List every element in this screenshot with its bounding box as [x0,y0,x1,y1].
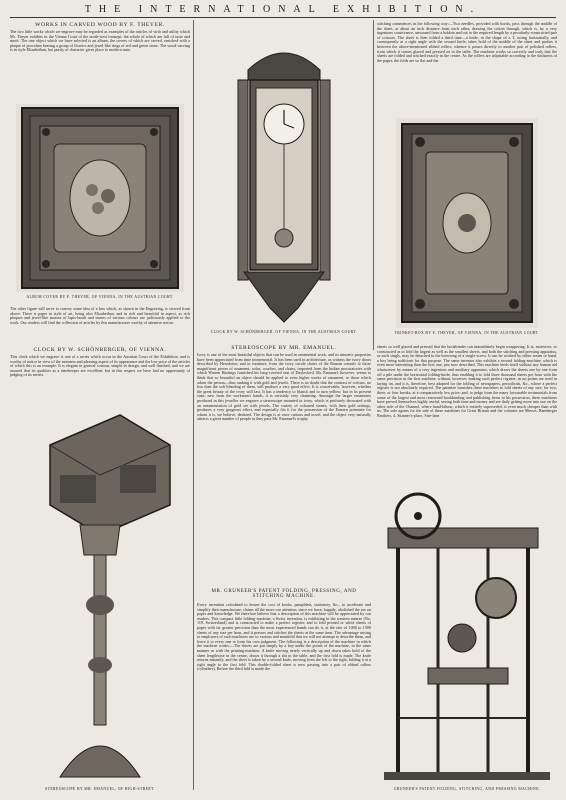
masthead-rule [10,17,556,18]
article-machine-continued: stitching commences in the following way:—Two needles, provided with hooks, pass through the middle of the sheet, at about an inch distance from each other, drawing the cotton through, which is, by a very ingenious contrivance, unwound from a bobbin and cut to the required length by a peculiarly-constructed pair of scissors. The sheet is then folded a third time—a knife, in the shape of a T, acting horizontally, and consequently at a right angle with the second knife, takes hold of the middle of the sheet and pushes it between the above-mentioned ribbed rollers, whence it passes directly to another pair of polished rollers, from which it comes glazed and pressed on to the table. The machine works so correctly and truly that the sheets are folded and stitched exactly in the centre. As the rollers are adjustable according to the thickness of the paper, the folds are so flat and the [377,22,557,63]
caption-trinket-box: TRINKET-BOX BY F. THEYER, OF VIENNA, IN THE AUSTRIAN COURT. [394,331,540,335]
stereoscope-engraving [20,405,180,785]
heading-gruneer-machine: MR. GRUNEER'S PATENT FOLDING, PRESSING, AND STITCHING MACHINE. [211,589,357,599]
trinket-box-engraving [396,118,538,328]
clock-engraving [228,40,340,325]
article-stereoscope: Ivory is one of the most beautiful objects that can be used in ornamental work, and its mimetic properties have been appreciated from time immemorial. It has been used in architecture, as witness the ivory doors described by Herodotus; and in furniture, from the ivory curule chairs of the Roman consuls to those magnificent pieces of ornament, sofas, couches, and chairs, imported from the Indian procuratories with which Warren Hastings furnished his long-coveted seat of Daylesford. Mr. Emanuel, however, seems to think that so beautiful an object should be applied to even higher works of ornament, to those which adorn the person—thus ranking it with gold and jewels. There is no doubt that the contrast of colours, no less than the soft blending of them, will produce a very good effect. It is conceivable, however, whether the great beauty of the ivory will last. It has a tendency to blanch and to turn yellow; but in its present state, new from the workman's hands, it is certainly very charming. Amongst the larger ornaments produced in this jeweller we engrave a stereoscope mounted in ivory, which is profusely decorated with an ornamentation of gold set with jewels. The variety of coloured stones, with their gold settings, produces a very gorgeous effect, and especially fits it for the possession of the Eastern potentate for whom it is, we believe, destined. The design is at once curious and novel, and the object very naturally attracts a great number of people as they pass Mr. Emanuel's trophy. [197,353,371,422]
album-cover-engraving [16,104,184,292]
caption-album-cover: ALBUM COVER BY F. THEYER, OF VIENNA, IN THE AUSTRIAN COURT. [26,295,174,299]
heading-clock-schonberger: CLOCK BY W. SCHÖNBERGER, OF VIENNA. [33,347,167,353]
column-divider-left [193,20,194,790]
caption-stereoscope: STEREOSCOPE BY MR. EMANUEL, OF HIGH-STREET. [45,787,155,791]
article-carved-wood-box: The other figure will serve to convey some idea of a box which, as shown in the Engraving, is viewed from above. There is paper in style of art, being also Elizabethan, and in rich and beautiful in aspect, as rich plaques and jewel-like masses of lapis-lazuli and stones of various colours are judiciously applied to the work. Our readers will find the collection of articles by this manufacturer worthy of attentive notice. [10,307,190,325]
article-carved-wood-intro: The two little works which we engrave may be regarded as examples of the articles of virtù and utility which Mr. Theyer exhibits in the Vienna Court of the north-west transept, the whole of which are full of taste and merit. The one object which we have selected is an album, the covers of which are carved, enriched with a plaque of porcelain bearing a group of flowers and jewel-like rings of red and green stone. The wood-carving is in style Elizabethan, but purity of character gives place to modern taste. [10,30,190,53]
masthead: THE INTERNATIONAL EXHIBITION. [84,4,482,15]
column-divider-right [373,20,374,350]
article-gruneer-machine: Every invention calculated to lessen the cost of books, pamphlets, stationery, &c., to accelerate and simplify their manufacture, claims all the more our attention, since we have, happily, abolished the tax on paper and knowledge. We therefore believe that a description of this machine will be appreciated by our readers. This compact little folding-machine, a Swiss invention, is exhibiting in the western annexe (No. 119, Switzerland) and is constructed to make a perfect register, and to fold printed or white sheets of paper with far greater precision than the most experienced hands can do it, at the rate of 1000 to 1500 sheets of any size per hour, and it presses and stitches the sheets at the same time. The advantage arising to employers of such machines are so various and manifold that we will not attempt to describe them, and leave it to every one to form his own judgment. The following is a description of the machine in which the machine works:—The sheets are put simply by a boy under the points of the machine, in the same manner as with the printing-machine. A knife moving nearly vertically up and down takes hold of the sheet lengthwise in the centre, draws it through a slit in the table, and the first fold is made. The knife returns instantly, and the sheet is taken by a second knife, moving from the left to the right, folding it at a right angle to the first fold. This double-folded sheet is now passing into a pair of ribbed rollers (cylinders). Before the third fold is made the [197,603,371,672]
caption-folding-machine: GRUNEER'S PATENT FOLDING, STITCHING, AND PRESSING MACHINE. [393,787,541,791]
caption-clock: CLOCK BY W. SCHÖNBERGER, OF VIENNA, IN THE AUSTRIAN COURT. [210,330,358,334]
heading-stereoscope: STEREOSCOPE BY MR. EMANUEL. [231,345,337,351]
article-clock-schonberger: This clock which we engrave is one of a series which occur in the Austrian Court of the Exhibition, and is worthy of notice in view of the neatness and pleasing aspect of its appearance and the low price of the articles of which this is an example. It is elegant in general contour, simple in design, and well finished, and we are assured that its qualities as a timekeeper are excellent; but in this respect we have had no opportunity of judging of its merits. [10,355,190,378]
heading-works-in-carved-wood: WORKS IN CARVED WOOD BY F. THEYER. [35,22,165,28]
folding-machine-engraving [378,488,556,783]
article-machine-second: sheets so well glazed and pressed that the bookbinder can immediately begin wrappering. It is, moreover, so constructed as to fold the largest as well as the smallest sheets, and both the stitching and pressing apparatus, or such singly, may be detached to the browsing of a single-screw. It can be worked by either steam or hand, a boy being sufficient for that purpose. The same inventor also exhibits a second folding-machine, which is even more interesting than the first one, just now described. This machine feeds itself without any human aid whatsoever by means of a very ingenious and auxiliary apparatus, which draws the sheets one by one from off a pile under the horizontal folding-knife, thus enabling it to fold three thousand sheets per hour with the same precision as the first machine, without, however, making such perfect register, as no points are used in laying on, and it is, therefore, best adapted for the folding of newspapers, periodicals, &c., where a perfect register is not absolutely required. The patentee furnishes these machines to fold sheets of any size, for two, three, or four breaks, at a comparatively low price; and, to judge from the many favourable testimonials from some of the largest and most renowned bookbinding and publishing firms in his possession, these machines have proved themselves highly useful, saving both time and money and are daily getting more into use on the other side of the Channel, where hand-labour, which it entirely superseded, is even much cheaper than with us. The sole agents for the sale of these machines for Great Britain and the colonies are Messrs. Bamberger Brothers, 4, Skinner's-place, Sise-lane. [377,345,557,418]
